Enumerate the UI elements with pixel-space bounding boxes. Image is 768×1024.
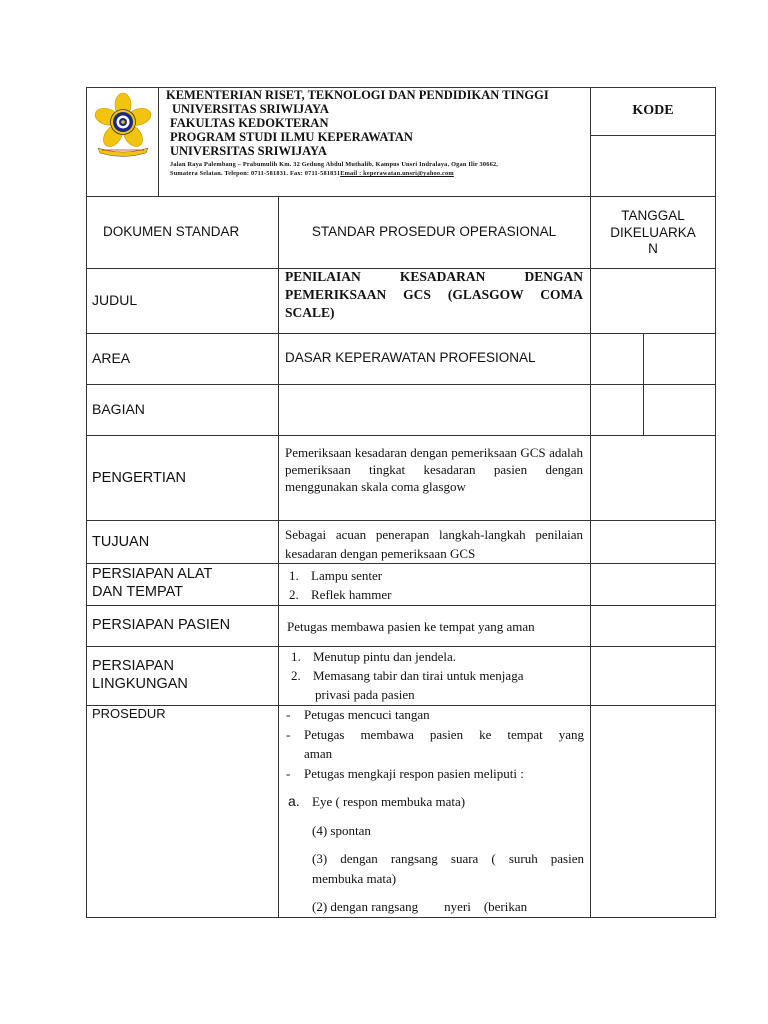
prosedur-content bbox=[286, 705, 584, 917]
list-item: 2. Memasang tabir dan tirai untuk menjaga bbox=[291, 668, 524, 683]
row-divider bbox=[86, 435, 716, 436]
prosedur-bullet: - Petugas mengkaji respon pasien meliputi : bbox=[286, 765, 524, 781]
sop-title: STANDAR PROSEDUR OPERASIONAL bbox=[311, 224, 557, 239]
list-item: 1. Menutup pintu dan jendela. bbox=[291, 649, 456, 664]
pengertian-label: PENGERTIAN bbox=[92, 470, 187, 486]
judul-label: JUDUL bbox=[92, 292, 138, 308]
persiapan-alat-line-2: DAN TEMPAT bbox=[92, 584, 184, 600]
prosedur-bullet-continuation: aman bbox=[304, 746, 333, 761]
prosedur-bullet-1: Petugas mencuci tangan bbox=[304, 707, 430, 722]
header-address-line-2 bbox=[170, 169, 454, 178]
lingkungan-item-1: Menutup pintu dan jendela. bbox=[313, 649, 456, 664]
persiapan-pasien-text: Petugas membawa pasien ke tempat yang aman bbox=[287, 619, 535, 634]
eye-score-4: (4) spontan bbox=[312, 822, 371, 838]
list-item-continuation: privasi pada pasien bbox=[315, 687, 415, 702]
pengertian-text: Pemeriksaan kesadaran dengan pemeriksaan GCS adalah pemeriksaan tingkat kesadaran pasien dengan menggunakan skala coma glasgow bbox=[285, 445, 583, 494]
row-divider bbox=[86, 563, 716, 564]
header-phone-fax: Sumatera Selatan. Telepon: 0711-581831. Fax: 0711-581831 bbox=[170, 170, 341, 177]
header-email-link[interactable]: Email : keperawatan.unsri@yahoo.com bbox=[340, 170, 454, 177]
eye-score-3: (3) dengan rangsang suara ( suruh pasien bbox=[312, 851, 584, 866]
kode-label: KODE bbox=[632, 103, 674, 118]
list-item: 2. Reflek hammer bbox=[289, 587, 392, 602]
list-item: 1. Lampu senter bbox=[289, 568, 383, 583]
persiapan-lingkungan-line-1: PERSIAPAN bbox=[92, 658, 174, 674]
persiapan-lingkungan-line-2: LINGKUNGAN bbox=[92, 676, 188, 692]
dokumen-standar-label: DOKUMEN STANDAR bbox=[103, 224, 240, 239]
row-divider bbox=[86, 384, 716, 385]
row-divider bbox=[86, 333, 716, 334]
sub-a-marker: a. bbox=[288, 793, 300, 809]
header-bottom-border bbox=[86, 196, 716, 197]
persiapan-alat-line-1: PERSIAPAN ALAT bbox=[92, 566, 213, 582]
row-divider bbox=[86, 605, 716, 606]
prosedur-bullet: - Petugas membawa pasien ke tempat yang bbox=[286, 726, 584, 742]
area-value: DASAR KEPERAWATAN PROFESIONAL bbox=[285, 350, 536, 365]
label-column-divider bbox=[278, 196, 279, 918]
sub-a-text: Eye ( respon membuka mata) bbox=[312, 794, 466, 809]
prosedur-bullet-3: Petugas mengkaji respon pasien meliputi : bbox=[304, 765, 524, 781]
tanggal-line-3: N bbox=[648, 241, 658, 256]
area-bagian-divider bbox=[643, 333, 644, 436]
lingkungan-item-2: Memasang tabir dan tirai untuk menjaga bbox=[313, 668, 524, 683]
judul-line-2: PEMERIKSAAN GCS (GLASGOW COMA bbox=[285, 287, 583, 302]
prosedur-bullet-2: Petugas membawa pasien ke tempat yang bbox=[304, 726, 584, 742]
university-logo bbox=[90, 88, 156, 160]
persiapan-pasien-label: PERSIAPAN PASIEN bbox=[92, 617, 231, 633]
judul-value bbox=[285, 268, 583, 322]
table-border-left bbox=[86, 87, 87, 918]
header-faculty: FAKULTAS KEDOKTERAN bbox=[170, 116, 329, 130]
table-border-bottom bbox=[86, 917, 716, 918]
logo-divider bbox=[158, 87, 159, 197]
alat-item-2: Reflek hammer bbox=[311, 587, 392, 602]
content-column-divider bbox=[590, 196, 591, 918]
prosedur-sub-a bbox=[286, 792, 584, 812]
lingkungan-list bbox=[291, 647, 523, 704]
alat-list bbox=[289, 566, 392, 604]
header-program: PROGRAM STUDI ILMU KEPERAWATAN bbox=[170, 130, 413, 144]
tujuan-text: Sebagai acuan penerapan langkah-langkah penilaian kesadaran dengan pemeriksaan GCS bbox=[285, 527, 583, 561]
tanggal-dikeluarkan-label bbox=[590, 208, 716, 258]
area-label: AREA bbox=[92, 350, 131, 366]
row-divider bbox=[86, 520, 716, 521]
kode-divider bbox=[590, 135, 716, 136]
judul-line-1: PENILAIAN KESADARAN DENGAN bbox=[285, 269, 583, 284]
tujuan-label: TUJUAN bbox=[92, 534, 150, 550]
eye-score-2: (2) dengan rangsang nyeri (berikan bbox=[312, 899, 528, 914]
prosedur-bullet: - Petugas mencuci tangan bbox=[286, 707, 430, 722]
bagian-label: BAGIAN bbox=[92, 401, 145, 417]
persiapan-alat-label bbox=[92, 565, 212, 601]
alat-item-1: Lampu senter bbox=[311, 568, 383, 583]
persiapan-lingkungan-label bbox=[92, 657, 188, 693]
tanggal-line-2: DIKELUARKA bbox=[610, 224, 696, 240]
tanggal-line-1: TANGGAL bbox=[621, 208, 685, 223]
eye-score-3-continuation: membuka mata) bbox=[312, 870, 397, 886]
header-address-line-1: Jalan Raya Palembang – Prabumulih Km. 32 Gedung Abdul Muthalib, Kampus Unsri Indralaya, Ogan Ilir 30662, bbox=[170, 161, 499, 168]
prosedur-label: PROSEDUR bbox=[92, 706, 166, 721]
header-university: UNIVERSITAS SRIWIJAYA bbox=[172, 102, 329, 116]
header-ministry: KEMENTERIAN RISET, TEKNOLOGI DAN PENDIDIKAN TINGGI bbox=[166, 88, 549, 102]
judul-line-3: SCALE) bbox=[285, 305, 335, 320]
header-university-2: UNIVERSITAS SRIWIJAYA bbox=[170, 144, 327, 158]
